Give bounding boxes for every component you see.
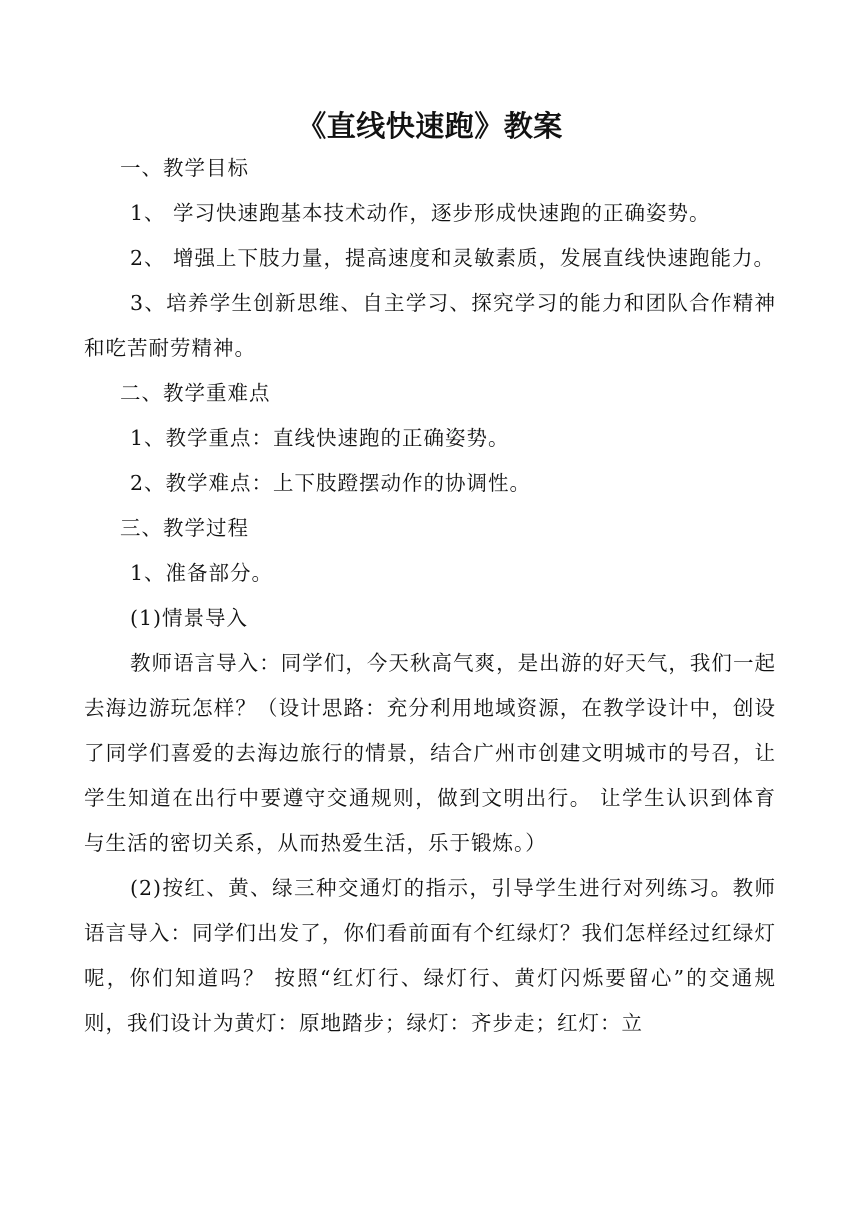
goal-item-1: 1、 学习快速跑基本技术动作，逐步形成快速跑的正确姿势。 <box>130 201 711 225</box>
key-point-1: 1、教学重点：直线快速跑的正确姿势。 <box>130 426 510 450</box>
process-substep-2: (2)按红、黄、绿三种交通灯的指示，引导学生进行对列练习。教师语言导入：同学们出发了，你们看前面有个红绿灯？我们怎样经过红绿灯呢，你们知道吗？ 按照“红灯行、绿灯行、黄灯闪烁要留心”的交通规则，我们设计为黄灯：原地踏步；绿灯：齐步走；红灯：立 <box>84 876 776 1035</box>
section-heading-goals: 一、教学目标 <box>120 156 249 180</box>
goal-item-3: 3、培养学生创新思维、自主学习、探究学习的能力和团队合作精神和吃苦耐劳精神。 <box>84 291 776 360</box>
goal-item-2: 2、 增强上下肢力量，提高速度和灵敏素质，发展直线快速跑能力。 <box>130 246 776 270</box>
document-title: 《直线快速跑》教案 <box>297 109 563 143</box>
section-heading-key-points: 二、教学重难点 <box>120 381 271 405</box>
process-step-1: 1、准备部分。 <box>130 561 274 585</box>
process-substep-1-text: 教师语言导入：同学们，今天秋高气爽，是出游的好天气，我们一起去海边游玩怎样？（设计思路：充分利用地域资源，在教学设计中，创设了同学们喜爱的去海边旅行的情景，结合广州市创建文明城市的号召，让学生知道在出行中要遵守交通规则，做到文明出行。 让学生认识到体育与生活的密切关系，从而热爱生活，乐于锻炼。） <box>84 651 776 855</box>
process-substep-1: (1)情景导入 <box>130 606 249 630</box>
key-point-2: 2、教学难点：上下肢蹬摆动作的协调性。 <box>130 471 532 495</box>
section-heading-process: 三、教学过程 <box>120 516 249 540</box>
